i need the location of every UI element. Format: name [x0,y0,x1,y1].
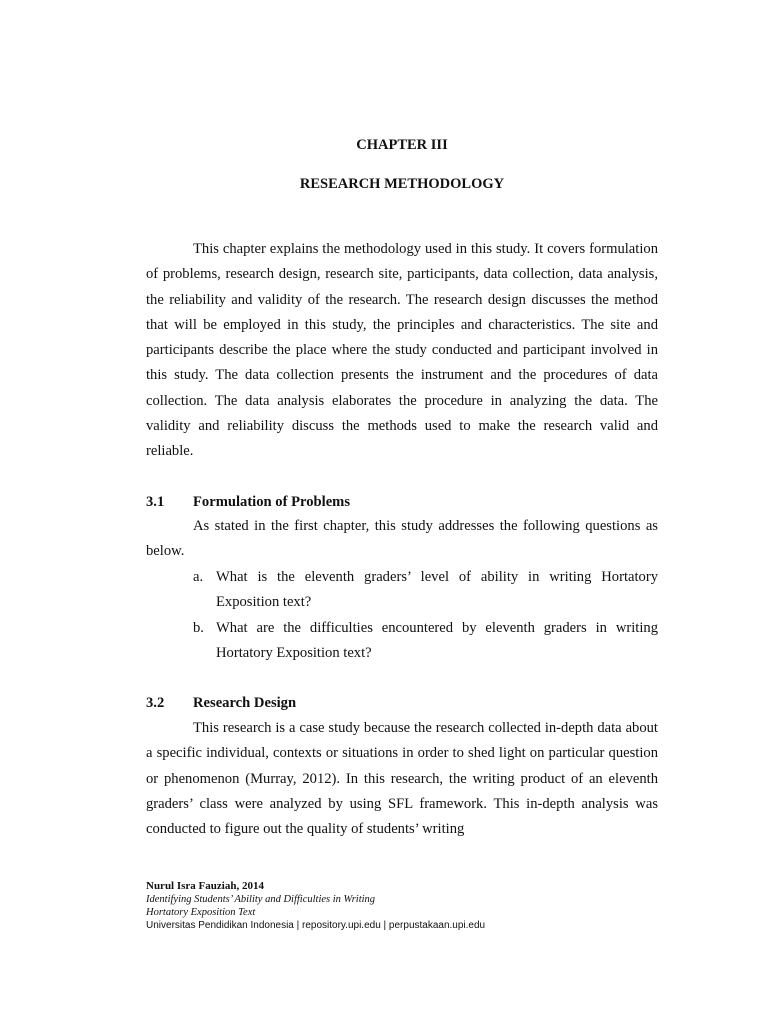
section-heading-text: Research Design [193,695,297,711]
section-heading-text: Formulation of Problems [193,494,351,510]
footer-author: Nurul Isra Fauziah, 2014 [146,880,264,892]
chapter-label: CHAPTER III [356,137,448,153]
footer-title-line-2: Hortatory Exposition Text [146,907,256,918]
section-number: 3.1 [146,494,165,510]
chapter-title: RESEARCH METHODOLOGY [299,176,505,192]
list-item-text: What is the eleventh graders’ level of ability in writing Hortatory Exposition text? [216,569,658,611]
page-footer [146,880,706,932]
research-questions-list [193,565,658,666]
list-item [193,616,658,667]
section-number: 3.2 [146,695,165,711]
list-marker: b. [193,619,204,636]
document-page [146,0,658,1024]
section-heading-3-1 [146,490,658,515]
list-marker: a. [193,569,204,585]
list-item [193,565,658,616]
section-heading-3-2 [146,691,658,716]
footer-title-line-1: Identifying Students’ Ability and Difficulties in Writing [146,894,376,905]
list-item-text: What are the difficulties encountered by eleventh graders in writing Hortatory Exposition text? [216,619,658,661]
section-3-1-paragraph: As stated in the first chapter, this study addresses the following questions as below. [146,518,658,560]
footer-institution: Universitas Pendidikan Indonesia | repository.upi.edu | perpustakaan.upi.edu [146,920,486,931]
intro-paragraph: This chapter explains the methodology used in this study. It covers formulation of problems, research design, research site, participants, data collection, data analysis, the reliability and validity of the research. The research design discusses the method that will be employed in this study, the principles and characteristics. The site and participants describe the place where the study conducted and participant involved in this study. The data collection presents the instrument and the procedures of data collection. The data analysis elaborates the procedure in analyzing the data. The validity and reliability discuss the methods used to make the research valid and reliable. [146,241,658,460]
section-3-2-paragraph: This research is a case study because the research collected in-depth data about a specific individual, contexts or situations in order to shed light on particular question or phenomenon (Murray, 2012). In this research, the writing product of an eleventh graders’ class were analyzed by using SFL framework. This in-depth analysis was conducted to figure out the quality of students’ writing [146,720,658,838]
